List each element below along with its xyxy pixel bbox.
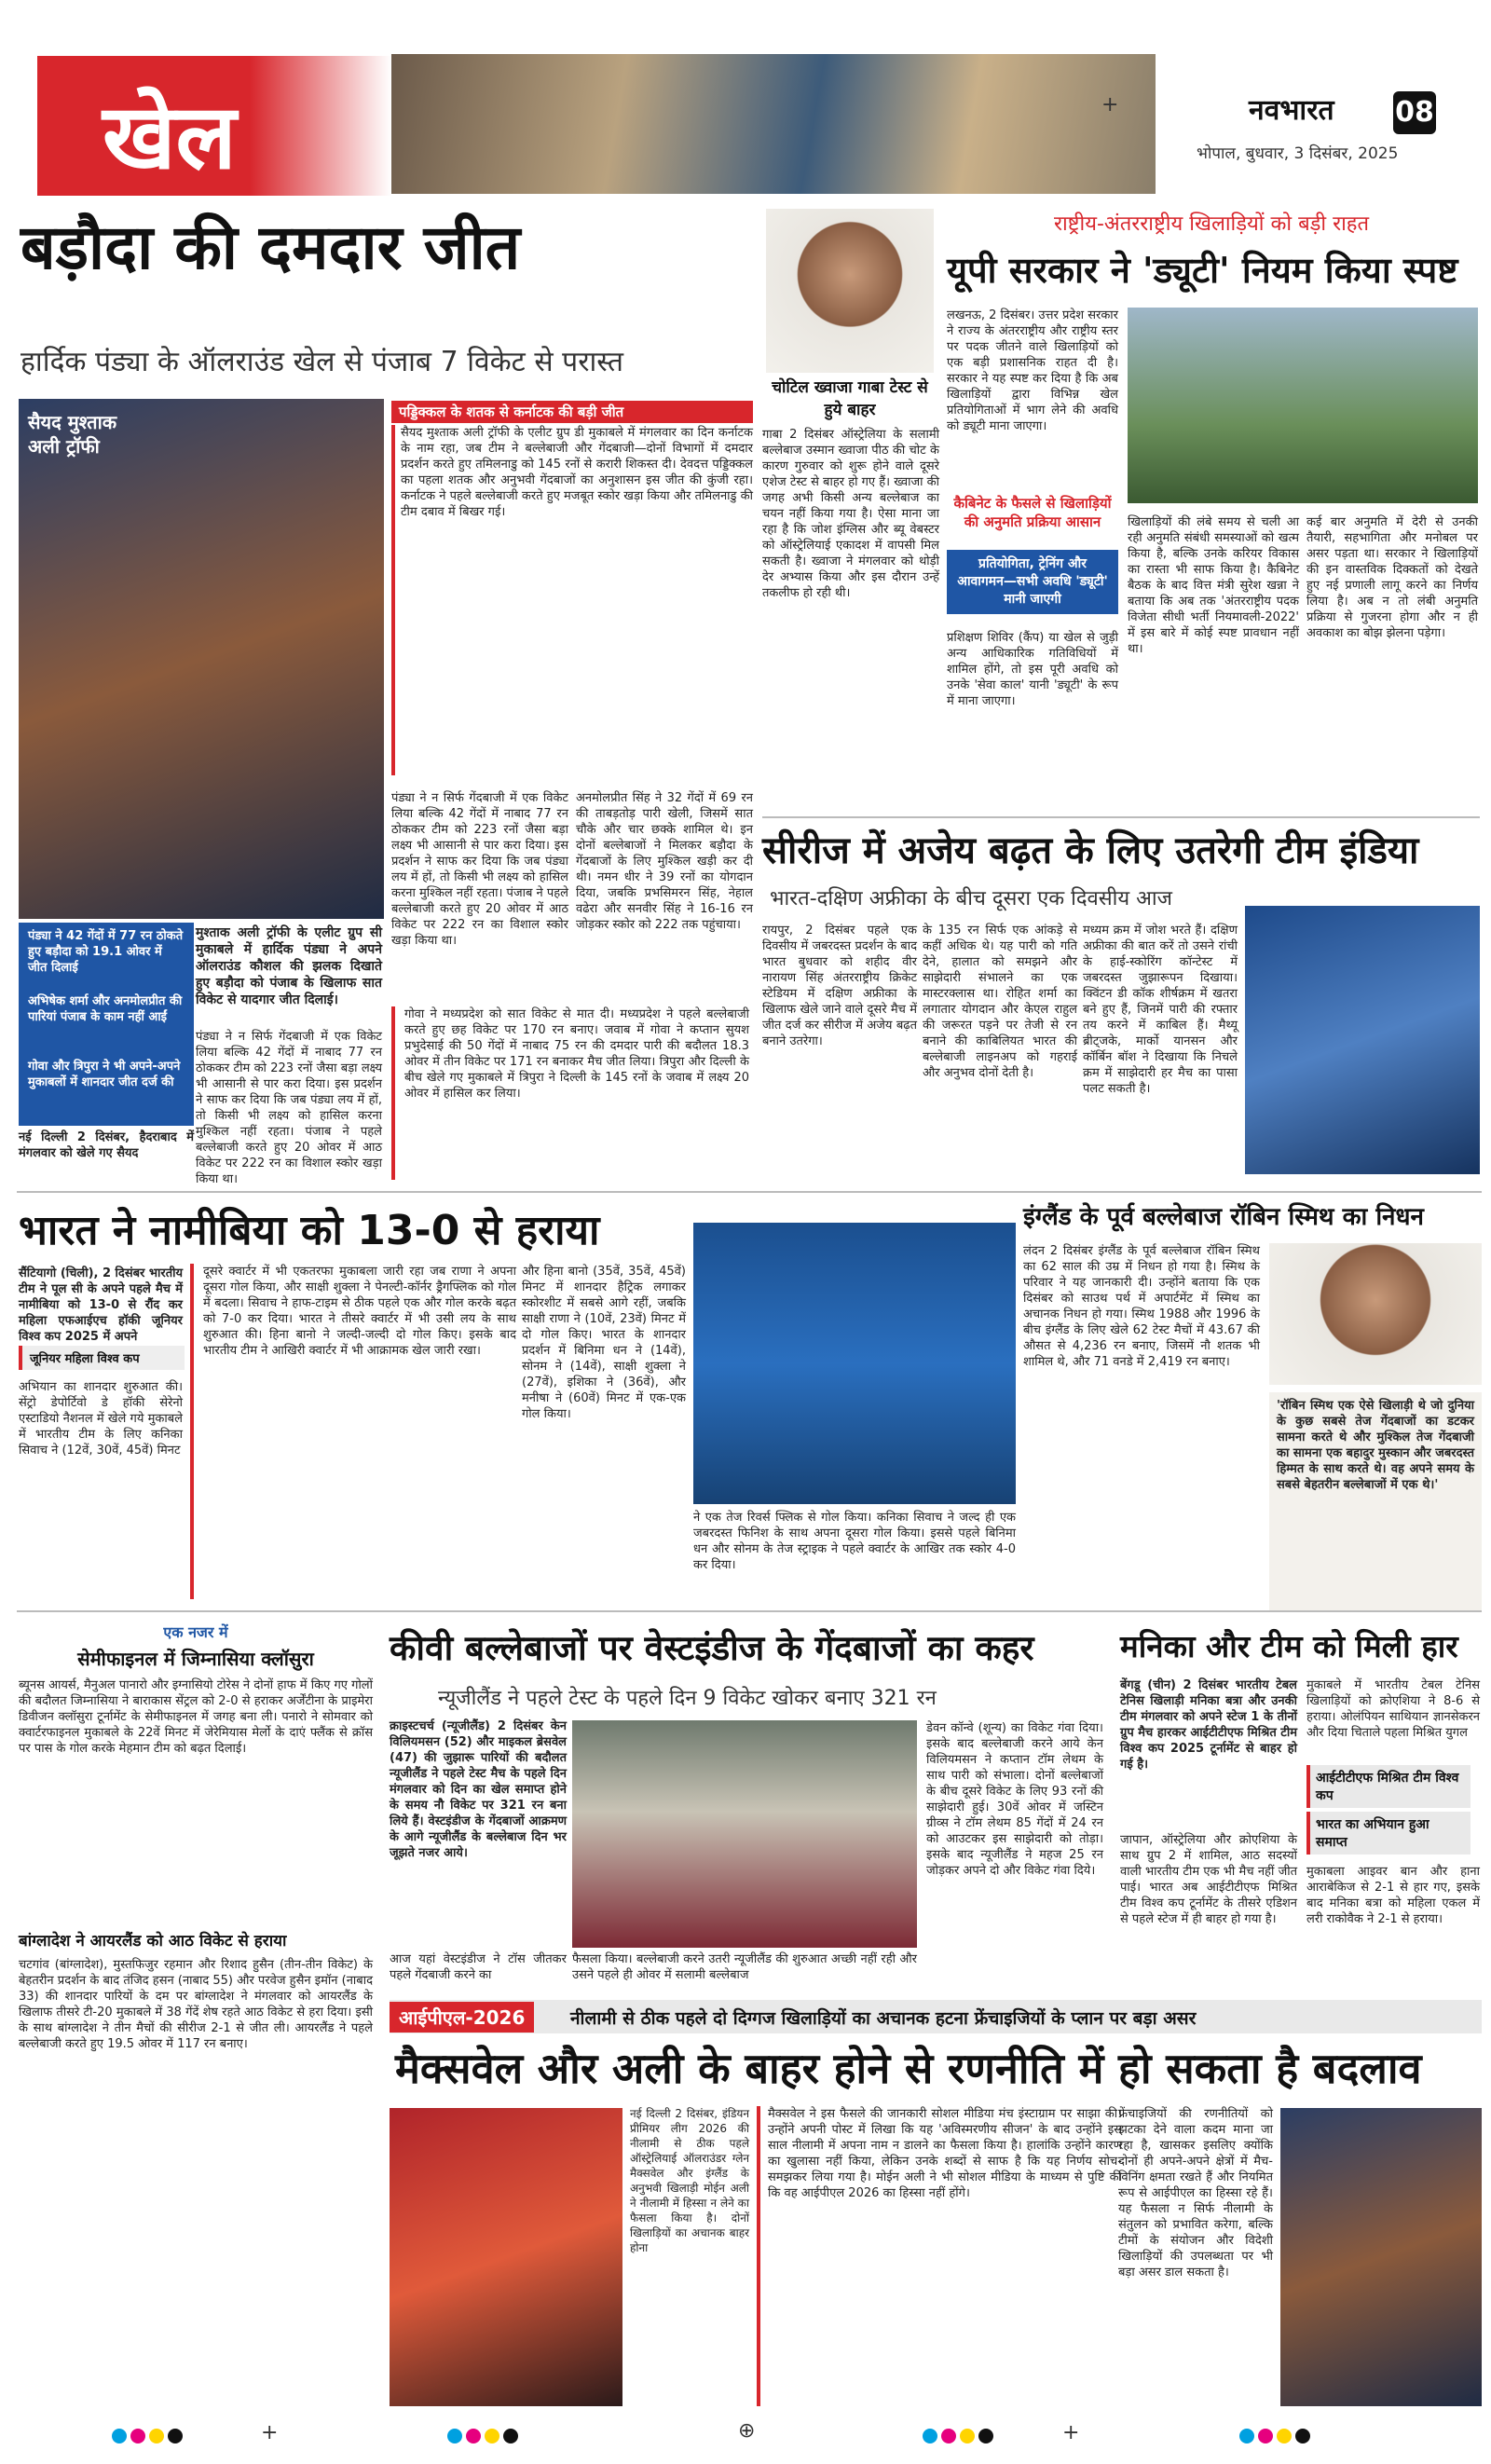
section-title: खेल	[103, 85, 237, 189]
registration-mark-icon: +	[1101, 93, 1119, 116]
divider	[17, 1610, 1482, 1612]
masthead-photo-collage	[391, 54, 1156, 194]
nzwi-body-2: आज यहां वेस्टइंडीज ने टॉस जीतकर पहले गेंदबाजी करने का	[390, 1952, 567, 1982]
maxwell-photo	[390, 2108, 622, 2406]
india-sa-subhead: भारत-दक्षिण अफ्रीका के बीच दूसरा एक दिवसीय आज	[770, 887, 1172, 910]
manika-body-2: मुकाबले में भारतीय टेबल टेनिस खिलाड़ियों को क्रोएशिया ने 8-6 से हराया। ओलंपियन साथियान ज्ञानसेकरन और दिया चिताले पहला मिश्रित युगल	[1306, 1678, 1480, 1740]
lead-intro: मुश्ताक अली ट्रॉफी के एलीट ग्रुप सी मुकाबले में हार्दिक पंड्या ने अपने ऑलराउंड कौशल की झलक दिखाते हुए बड़ौदा को पंजाब के खिलाफ सात विकेट से यादगार जीत दिलाई।	[196, 925, 382, 1007]
ipl-headline: मैक्सवेल और अली के बाहर होने से रणनीति में हो सकता है बदलाव	[395, 2044, 1422, 2093]
manika-body-3: जापान, ऑस्ट्रेलिया और क्रोएशिया के साथ ग्रुप 2 में शामिल, आठ सदस्यों वाली भारतीय टीम एक भी मैच नहीं जीत पाई। भारत अब आईटीटीएफ मिश्रित टीम विश्व कप टूर्नामेंट के तीसरे एडिशन से पहले स्टेज में ही बाहर हो गया है।	[1120, 1833, 1297, 1926]
lead-body-col2: पंड्या ने न सिर्फ गेंदबाजी में एक विकेट लिया बल्कि 42 गेंदों में नाबाद 77 रन ठोककर टीम को 223 रनों जैसा बड़ा लक्ष्य भी आसानी से पार करा दिया। इस प्रदर्शन ने साफ कर दिया कि जब पंड्या लय में हों, तो किसी भी लक्ष्य को हासिल करना मुश्किल नहीं रहता। पंजाब ने पहले बल्लेबाजी करते हुए 20 ओवर में आठ विकेट पर 222 रन का विशाल स्कोर खड़ा किया था।	[391, 791, 568, 948]
print-color-marks	[112, 2429, 186, 2447]
ipl-body-3: फ्रेंचाइजियों की रणनीतियों को झटका देने वाला कदम माना जा रहा है, खासकर इसलिए क्योंकि दोनों ही अपने-अपने क्षेत्रों में मैच-विनिंग क्षमता रखते हैं और नियमित रूप से आईपीएल का हिस्सा रहे हैं। यह फैसला न सिर्फ नीलामी के संतुलन को प्रभावित करेगा, बल्कि टीमों के संयोजन और विदेशी खिलाड़ियों की उपलब्धता पर भी बड़ा असर डाल सकता है।	[1118, 2107, 1273, 2279]
registration-mark-icon: +	[1062, 2421, 1080, 2444]
print-color-marks	[1239, 2429, 1314, 2447]
highlight-1: पंड्या ने 42 गेंदों में 77 रन ठोकते हुए बड़ौदा को 19.1 ओवर में जीत दिलाई	[19, 923, 194, 995]
nzwi-subhead: न्यूजीलैंड ने पहले टेस्ट के पहले दिन 9 विकेट खोकर बनाए 321 रन	[438, 1687, 937, 1710]
khawaja-body: गाबा 2 दिसंबर ऑस्ट्रेलिया के सलामी बल्लेबाज उस्मान ख्वाजा पीठ की चोट के कारण गुरुवार को शुरू होने वाले दूसरे एशेज टेस्ट से बाहर हो गए हैं। ख्वाजा की जगह अभी किसी अन्य बल्लेबाज का चयन नहीं किया गया है। ऐसा माना जा रहा है कि जोश इंग्लिस और ब्यू वेबस्टर को ऑस्ट्रेलियाई एकादश में वापसी मिल सकती है। ख्वाजा ने मंगलवार को थोड़ी देर अभ्यास किया और इस दौरान उन्हें तकलीफ हो रही थी।	[762, 428, 939, 600]
india-team-photo	[1245, 906, 1480, 1174]
manika-body-1: बेंगडू (चीन) 2 दिसंबर भारतीय टेबल टेनिस खिलाड़ी मनिका बत्रा और उनकी टीम मंगलवार को अपने स्टेज 1 के तीनों ग्रुप मैच हारकर आईटीटीएफ मिश्रित टीम विश्व कप 2025 टूर्नामेंट से बाहर हो गई है।	[1120, 1678, 1297, 1772]
pandya-photo	[19, 399, 384, 919]
gym-kicker: एक नजर में	[163, 1623, 228, 1641]
up-body-2: प्रशिक्षण शिविर (कैंप) या खेल से जुड़ी अन्य आधिकारिक गतिविधियों में शामिल होंगे, तो इस पूरी अवधि को उनके 'सेवा काल' यानी 'ड्यूटी' के रूप में माना जाएगा।	[947, 631, 1118, 708]
photo-label: सैयद मुश्ताक अली ट्रॉफी	[28, 411, 117, 458]
lead-dateline: नई दिल्ली 2 दिसंबर, हैदराबाद में मंगलवार को खेले गए सैयद	[19, 1130, 194, 1160]
hockey-body-1: सैंटियागो (चिली), 2 दिसंबर भारतीय टीम ने पूल सी के अपने पहले मैच में नामीबिया को 13-0 से रौंद कर महिला एफआईएच हॉकी जूनियर विश्व कप 2025 में अपने	[19, 1266, 184, 1344]
up-blue-box: प्रतियोगिता, ट्रेनिंग और आवागमन—सभी अवधि 'ड्यूटी' मानी जाएगी	[947, 550, 1118, 614]
registration-mark-icon: +	[261, 2421, 279, 2444]
ipl-body-2: मैक्सवेल ने इस फैसले की जानकारी सोशल मीडिया मंच इंस्टाग्राम पर साझा की। उन्होंने अपनी पोस्ट में लिखा कि यह 'अविस्मरणीय सीजन' के बाद उन्होंने इस साल नीलामी में अपना नाम न डालने का फैसला किया है। हालांकि उन्होंने कारण का खुलासा नहीं किया, लेकिन उनके शब्दों से साफ है कि यह निर्णय सोच-समझकर लिया गया है। मोईन अली ने भी सोशल मीडिया के माध्यम से पुष्टि की कि वह आईपीएल 2026 का हिस्सा नहीं होंगे।	[757, 2106, 1122, 2406]
gym-body: ब्यूनस आयर्स, मैनुअल पानारो और इग्नासियो टोरेस ने दोनों हाफ में किए गए गोलों की बदौलत जिम्नासिया ने बाराकास सेंट्रल को 2-0 से हराकर अर्जेंटीना के प्राइमेरा डिवीजन क्लॉसुरा टूर्नामेंट के सेमीफाइनल में जगह बना ली। पनारो ने सोमवार को क्वार्टरफाइनल मुकाबले के 22वें मिनट में जेरेमियास मेर्लो के दाएं फ्लैंक से क्रॉस पर पास के गोल करके मेहमान टीम को बढ़त दिलाई।	[19, 1678, 373, 1756]
hockey-photo-caption: ने एक तेज रिवर्स फ्लिक से गोल किया। कनिका सिवाच ने जल्द ही एक जबरदस्त फिनिश के साथ अपना दूसरा गोल किया। इससे पहले बिनिमा धन और सोनम के तेज स्ट्राइक ने पहले क्वार्टर के आखिर तक स्कोर 4-0 कर दिया।	[693, 1511, 1016, 1572]
india-sa-body-3: मध्यम क्रम में जोश भरते हैं। दक्षिण अफ्रीका की बात करें तो उसने रांची के हाई-स्कोरिंग कॉन्टेस्ट में जबरदस्त जुझारूपन दिखाया। क्विंटन डी कॉक शीर्षक्रम में खतरा बने हुए हैं, जिनमें पारी की रफ्तार तय करने में काबिल हैं। मैथ्यू ब्रीट्जके, मार्को यानसन और कॉर्बिन बॉश ने दिखाया कि निचले क्रम में साझेदारी हर मैच का पासा पलट सकती है।	[1083, 924, 1238, 1096]
hockey-body-2: अभियान का शानदार शुरुआत की। सेंट्रो डेपोर्टिवो डे हॉकी सेरेनो एस्टाडियो नैशनल में खेले गये मुकाबले में भारतीय टीम के लिए कनिका सिवाच ने (12वें, 30वें, 45वें) मिनट	[19, 1380, 183, 1458]
print-color-marks	[447, 2429, 522, 2447]
bangladesh-body: चटगांव (बांग्लादेश), मुस्तफिजुर रहमान और रिशाद हुसैन (तीन-तीन विकेट) के बेहतरीन प्रदर्शन के बाद तंजिद हसन (नाबाद 55) और परवेज हुसैन इमॉन (नाबाद 33) की शानदार पारियों के दम पर बांग्लादेश ने मंगलवार को आयरलैंड के खिलाफ तीसरे टी-20 मुकाबले में 38 गेंदें शेष रहते आठ विकेट से हरा दिया। इसी के साथ बांग्लादेश ने तीन मैचों की सीरीज 2-1 से जीत ली। आयरलैंड ने पहले बल्लेबाजी करते हुए 19.5 ओवर में 117 रन बनाए।	[19, 1958, 373, 2051]
nzwi-body-3: डेवन कॉन्वे (शून्य) का विकेट गंवा दिया। इसके बाद बल्लेबाजी करने आये केन विलियमसन ने कप्तान टॉम लेथम के साथ पारी को संभाला। दोनों बल्लेबाजों के बीच दूसरे विकेट के लिए 93 रनों की साझेदारी हुई। 30वें ओवर में जस्टिन ग्रीव्स ने टॉम लेथम 85 गेंदों में 24 रन को आउटकर इस साझेदारी को तोड़ा। इसके बाद न्यूजीलैंड ने महज 25 रन जोड़कर अपने दो और विकेट गंवा दिये।	[926, 1721, 1103, 1878]
wi-team-photo	[572, 1720, 917, 1948]
manika-box-2: भारत का अभियान हुआ समाप्त	[1306, 1812, 1470, 1855]
divider	[762, 816, 1480, 818]
up-headline: यूपी सरकार ने 'ड्यूटी' नियम किया स्पष्ट	[947, 250, 1458, 291]
newspaper-logo: नवभारत	[1249, 94, 1334, 127]
robin-body: लंदन 2 दिसंबर इंग्लैंड के पूर्व बल्लेबाज रॉबिन स्मिथ का 62 साल की उम्र में निधन हो गया है। स्मिथ के परिवार ने यह जानकारी दी। उन्होंने बताया कि एक दिसंबर को साउथ पर्थ में अपार्टमेंट में स्मिथ का अचानक निधन हो गया। स्मिथ 1988 और 1996 के बीच इंग्लैंड के लिए खेले 62 टेस्ट मैचों में 43.67 की औसत से 4,236 रन बनाए, जिसमें नौ शतक भी शामिल थे, और 71 वनडे में 2,419 रन बनाए।	[1023, 1244, 1260, 1369]
manika-body-4: मुकाबला आइवर बान और हाना आराबेकिज से 2-1 से हार गए, इसके बाद मनिका बत्रा को महिला एकल में लरी राकोवैक ने 2-1 से हराया।	[1306, 1865, 1480, 1926]
ipl-body-1: नई दिल्ली 2 दिसंबर, इंडियन प्रीमियर लीग 2026 की नीलामी से ठीक पहले ऑस्ट्रेलियाई ऑलराउंडर ग्लेन मैक्सवेल और इंग्लैंड के अनुभवी खिलाड़ी मोईन अली ने नीलामी में हिस्सा न लेने का फैसला किया है। दोनों खिलाड़ियों का अचानक बाहर होना	[630, 2107, 749, 2254]
robin-photo	[1269, 1243, 1482, 1385]
highlight-2: अभिषेक शर्मा और अनमोलप्रीत की पारियां पंजाब के काम नहीं आईं	[19, 988, 194, 1061]
lead-subhead: हार्दिक पंड्या के ऑलराउंड खेल से पंजाब 7 विकेट से परास्त	[21, 346, 624, 378]
up-cabinet-box: कैबिनेट के फैसले से खिलाड़ियों की अनुमति प्रक्रिया आसान	[953, 495, 1112, 530]
lead-headline: बड़ौदा की दमदार जीत	[21, 212, 521, 283]
hockey-quote: दूसरे क्वार्टर में भी एकतरफा मुकाबला जारी रहा जब राणा ने अपना दूसरा गोल किया, और साक्षी शुक्ला ने पेनल्टी-कॉर्नर ड्रैगफ्लिक को गोल में बदला। सिवाच ने हाफ-टाइम से ठीक पहले एक और गोल करके बढ़त को 7-0 कर दिया। भारत ने तीसरे क्वार्टर में भी उसी लय के साथ शुरुआत की। हिना बानो ने जल्दी-जल्दी दो गोल किए। इसके बाद भारतीय टीम ने आखिरी क्वार्टर में भी आक्रामक खेल जारी रखा।	[190, 1264, 516, 1599]
ipl-kicker: नीलामी से ठीक पहले दो दिग्गज खिलाड़ियों का अचानक हटना फ्रेंचाइजियों के प्लान पर बड़ा असर	[570, 2008, 1197, 2029]
divider	[17, 1191, 1482, 1193]
lead-body-1: पंड्या ने न सिर्फ गेंदबाजी में एक विकेट लिया बल्कि 42 गेंदों में नाबाद 77 रन ठोककर टीम को 223 रनों जैसा बड़ा लक्ष्य भी आसानी से पार करा दिया। इस प्रदर्शन ने साफ कर दिया कि जब पंड्या लय में हों, तो किसी भी लक्ष्य को हासिल करना मुश्किल नहीं रहता। पंजाब ने पहले बल्लेबाजी करते हुए 20 ओवर में आठ विकेट पर 222 रन का विशाल स्कोर खड़ा किया था।	[196, 1030, 382, 1186]
hockey-body-3: और हिना बानो (35वें, 35वें, 45वें) मिनट में शानदार हैट्रिक लगाकर स्कोरशीट में सबसे आगे रहीं, जबकि साक्षी राणा ने (10वें, 23वें) मिनट में दो गोल किए। भारत के शानदार प्रदर्शन में बिनिमा धन ने (14वें), सोनम ने (14वें), साक्षी शुक्ला ने (27वें), इशिका ने (36वें), और मनीषा ने (60वें) मिनट में एक-एक गोल किया।	[522, 1265, 686, 1421]
khawaja-photo	[766, 209, 934, 373]
hockey-photo	[693, 1223, 1016, 1504]
dateline: भोपाल, बुधवार, 3 दिसंबर, 2025	[1197, 144, 1399, 163]
ipl-tag: आईपीएल-2026	[390, 2002, 534, 2033]
karnataka-box-title: पड्डिक्कल के शतक से कर्नाटक की बड़ी जीत	[391, 401, 753, 423]
page-number: 08	[1393, 91, 1436, 134]
up-football-photo	[1128, 308, 1478, 503]
hockey-tag: जूनियर महिला विश्व कप	[19, 1346, 185, 1370]
moeen-ali-photo	[1280, 2108, 1482, 2406]
khawaja-headline: चोटिल ख्वाजा गाबा टेस्ट से हुये बाहर	[772, 378, 928, 419]
gym-headline: सेमीफाइनल में जिम्नासिया क्लॉसुरा	[77, 1648, 314, 1670]
india-sa-body-1: रायपुर, 2 दिसंबर पहले एक दिवसीय में जबरदस्त प्रदर्शन के बाद भारत बुधवार को शहीद वीर नारायण सिंह अंतरराष्ट्रीय क्रिकेट स्टेडियम में दक्षिण अफ्रीका के खिलाफ खेले जाने वाले दूसरे मैच में जीत दर्ज कर सीरीज में अजेय बढ़त बनाने उतरेगा।	[762, 924, 917, 1048]
up-body-3: खिलाड़ियों की लंबे समय से चली आ रही अनुमति संबंधी समस्याओं को खत्म किया है, बल्कि उनके करियर विकास का रास्ता भी साफ किया है। कैबिनेट बैठक के बाद वित्त मंत्री सुरेश खन्ना ने बताया कि अब तक 'अंतरराष्ट्रीय पदक विजेता सीधी भर्ती नियमावली-2022' में इस बारे में कोई स्पष्ट प्रावधान नहीं था।	[1128, 515, 1299, 656]
up-body-1: लखनऊ, 2 दिसंबर। उत्तर प्रदेश सरकार ने राज्य के अंतरराष्ट्रीय और राष्ट्रीय स्तर पर पदक जीतने वाले खिलाड़ियों को एक बड़ी प्रशासनिक राहत दी है। सरकार ने यह स्पष्ट कर दिया है कि अब खिलाड़ियों द्वारा विभिन्न खेल प्रतियोगिताओं में भाग लेने की अवधि को ड्यूटी माना जाएगा।	[947, 308, 1118, 433]
bangladesh-headline: बांग्लादेश ने आयरलैंड को आठ विकेट से हराया	[19, 1932, 287, 1951]
karnataka-box-body: सैयद मुश्ताक अली ट्रॉफी के एलीट ग्रुप डी मुकाबले में मंगलवार का दिन कर्नाटक के नाम रहा, जब टीम ने बल्लेबाजी और गेंदबाजी—दोनों विभागों में दमदार प्रदर्शन करते हुए तमिलनाडु को 145 रनों से करारी शिकस्त दी। देवदत्त पड्डिक्कल का पहला शतक और अनुभवी गेंदबाजों का अनुशासन इस जीत की कुंजी रहा। कर्नाटक ने पहले बल्लेबाजी करते हुए मजबूत स्कोर खड़ा किया और तमिलनाडु की टीम दबाव में बिखर गई।	[391, 425, 753, 775]
goa-box: गोवा ने मध्यप्रदेश को सात विकेट से मात दी। मध्यप्रदेश ने पहले बल्लेबाजी करते हुए छह विकेट पर 170 रन बनाए। जवाब में गोवा ने कप्तान सुयश प्रभुदेसाई की 50 गेंदों में नाबाद 75 रन की दमदार पारी की बदौलत 18.3 ओवर में तीन विकेट पर 171 रन बनाकर मैच जीत लिया। त्रिपुरा और दिल्ली के बीच खेले गए मुकाबले में त्रिपुरा ने दिल्ली के 145 रनों के जवाब में लक्ष्य 20 ओवर में हासिल कर लिया।	[391, 1006, 749, 1180]
india-sa-headline: सीरीज में अजेय बढ़त के लिए उतरेगी टीम इंडिया	[762, 829, 1419, 872]
highlight-3: गोवा और त्रिपुरा ने भी अपने-अपने मुकाबलों में शानदार जीत दर्ज की	[19, 1053, 194, 1126]
manika-box-1: आईटीटीएफ मिश्रित टीम विश्व कप	[1306, 1765, 1470, 1808]
manika-headline: मनिका और टीम को मिली हार	[1120, 1628, 1458, 1664]
print-color-marks	[923, 2429, 997, 2447]
section-title-bg	[37, 56, 391, 196]
india-sa-body-2: के 135 रन सिर्फ एक आंकड़े से कहीं अधिक थे। यह पारी को गति देने, हालात को समझने और साझेदारी संभालने का एक मास्टरक्लास था। रोहित शर्मा का लगातार योगदान और केएल राहुल की जरूरत पड़ने पर तेजी से रन बनाने की काबिलियत भारत की बल्लेबाजी लाइनअप को गहराई और अनुभव दोनों देती है।	[923, 924, 1077, 1080]
up-body-4: कई बार अनुमति में देरी से उनकी तैयारी, सहभागिता और मनोबल पर असर पड़ता था। सरकार ने खिलाड़ियों की इन वास्तविक दिक्कतों को देखते हुए नई प्रणाली लागू करने का निर्णय लिया है। अब न तो लंबी अनुमति प्रक्रिया से गुजरना होगा और न ही अवकाश का बोझ झेलना पड़ेगा।	[1306, 515, 1478, 640]
crosshair-icon: ⊕	[738, 2419, 756, 2443]
up-kicker: राष्ट्रीय-अंतरराष्ट्रीय खिलाड़ियों को बड़ी राहत	[1053, 212, 1370, 236]
hockey-headline: भारत ने नामीबिया को 13-0 से हराया	[19, 1207, 600, 1254]
robin-quote: 'रॉबिन स्मिथ एक ऐसे खिलाड़ी थे जो दुनिया के कुछ सबसे तेज गेंदबाजों का डटकर सामना करते थे और मुश्किल तेज गेंदबाजी का सामना एक बहादुर मुस्कान और जबरदस्त हिम्मत के साथ करते थे। वह अपने समय के सबसे बेहतरीन बल्लेबाजों में एक थे।'	[1269, 1392, 1482, 1610]
nzwi-headline: कीवी बल्लेबाजों पर वेस्टइंडीज के गेंदबाजों का कहर	[390, 1628, 1034, 1668]
lead-body-2: अनमोलप्रीत सिंह ने 32 गेंदों में 69 रन की ताबड़तोड़ पारी खेली, जिसमें सात चौके और चार छक्के शामिल थे। इन दोनों बल्लेबाजों ने मिलकर बड़ौदा के गेंदबाजों के लिए मुश्किल खड़ी कर दी थी। नमन धीर ने 39 रनों का योगदान दिया, जबकि प्रभसिमरन सिंह, नेहाल वढेरा और सनवीर सिंह ने 16-16 रन जोड़कर स्कोर को 222 तक पहुंचाया।	[576, 791, 753, 932]
nzwi-photo-caption: फैसला किया। बल्लेबाजी करने उतरी न्यूजीलैंड की शुरुआत अच्छी नहीं रही और उसने पहले ही ओवर में सलामी बल्लेबाज	[572, 1952, 917, 1982]
robin-headline: इंग्लैंड के पूर्व बल्लेबाज रॉबिन स्मिथ का निधन	[1023, 1203, 1424, 1231]
nzwi-body-1: क्राइस्टचर्च (न्यूजीलैंड) 2 दिसंबर केन विलियमसन (52) और माइकल ब्रेसवेल (47) की जुझारू पारियों की बदौलत न्यूजीलैंड ने पहले टेस्ट मैच के पहले दिन मंगलवार को दिन का खेल समाप्त होने के समय नौ विकेट पर 321 रन बना लिये हैं। वेस्टइंडीज के गेंदबाजों आक्रमण के आगे न्यूजीलैंड के बल्लेबाज दिन भर जूझते नजर आये।	[390, 1719, 567, 1860]
